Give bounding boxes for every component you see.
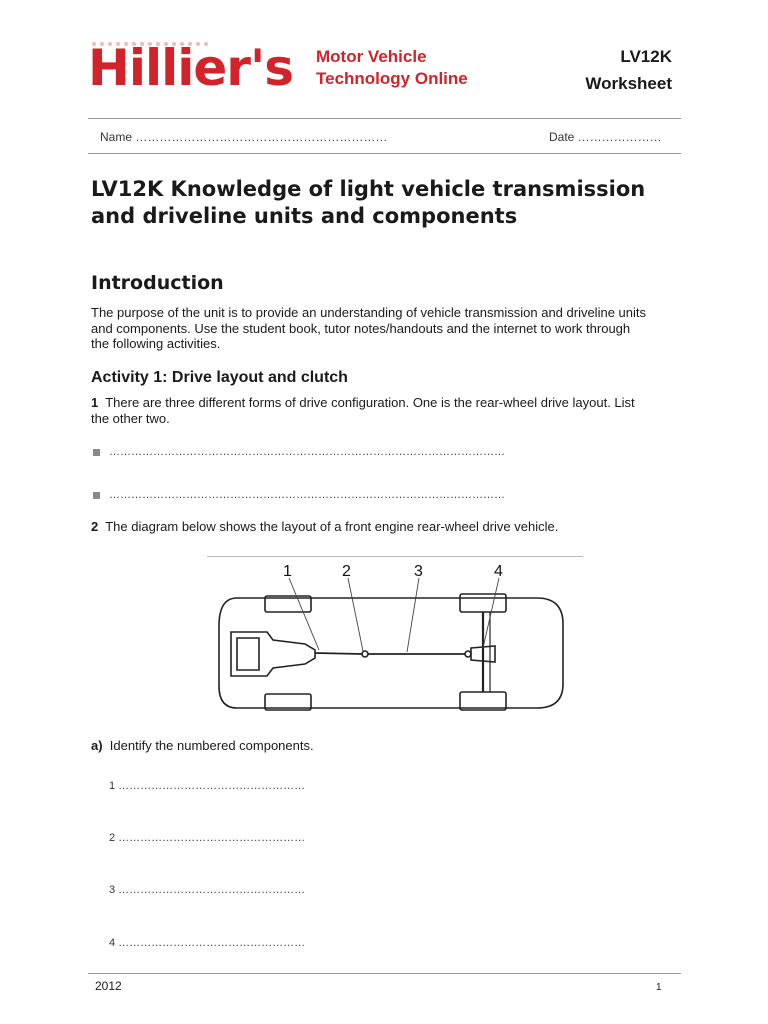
question-2-number: 2 xyxy=(91,519,99,534)
sub-question-a xyxy=(91,738,314,753)
diagram-label-1: 1 xyxy=(283,563,292,580)
answer-bullet-2[interactable] xyxy=(93,489,505,501)
square-bullet-icon xyxy=(93,492,100,499)
diagram-label-4: 4 xyxy=(494,563,503,580)
question-1 xyxy=(91,395,651,426)
header-divider-top xyxy=(88,118,681,119)
square-bullet-icon xyxy=(93,449,100,456)
component-answer-1[interactable]: 1 …………………………………………… xyxy=(109,780,306,792)
logo-tagline-line1: Motor Vehicle xyxy=(316,47,427,66)
page-title: LV12K Knowledge of light vehicle transmission and driveline units and components xyxy=(91,177,646,228)
name-field[interactable]: Name ……………………………………………………… xyxy=(100,130,388,144)
logo-tagline-line2: Technology Online xyxy=(316,69,468,88)
footer-year: 2012 xyxy=(95,979,122,993)
question-1-text: There are three different forms of drive configuration. One is the rear-wheel drive layout. List the other two. xyxy=(91,395,635,426)
date-field[interactable]: Date ………………… xyxy=(549,130,662,144)
answer-bullet-1[interactable] xyxy=(93,446,505,458)
diagram-label-3: 3 xyxy=(414,563,423,580)
component-answer-2[interactable]: 2 …………………………………………… xyxy=(109,832,306,844)
document-type: Worksheet xyxy=(585,74,672,93)
activity-heading: Activity 1: Drive layout and clutch xyxy=(91,369,348,386)
header-divider-bottom xyxy=(88,153,681,154)
component-answer-3[interactable]: 3 …………………………………………… xyxy=(109,884,306,896)
introduction-text: The purpose of the unit is to provide an understanding of vehicle transmission and driveline units and components. Use the student book, tutor notes/handouts and the internet to work through the following activities. xyxy=(91,305,646,351)
logo-wordmark: Hillier's xyxy=(88,39,294,97)
introduction-heading: Introduction xyxy=(91,272,224,294)
drivetrain-diagram xyxy=(207,556,583,732)
sub-question-a-text: Identify the numbered components. xyxy=(109,738,314,753)
diagram-label-2: 2 xyxy=(342,563,351,580)
sub-question-a-label: a) xyxy=(91,738,103,753)
footer-divider xyxy=(88,973,681,974)
answer-line: ……………………………………………………………………………………………… xyxy=(109,446,505,458)
question-1-number: 1 xyxy=(91,395,99,410)
answer-line: ……………………………………………………………………………………………… xyxy=(109,489,505,501)
unit-code: LV12K xyxy=(620,47,672,66)
page-number: 1 xyxy=(656,982,662,993)
component-answer-4[interactable]: 4 …………………………………………… xyxy=(109,937,306,949)
question-2 xyxy=(91,519,558,534)
question-2-text: The diagram below shows the layout of a front engine rear-wheel drive vehicle. xyxy=(105,519,559,534)
